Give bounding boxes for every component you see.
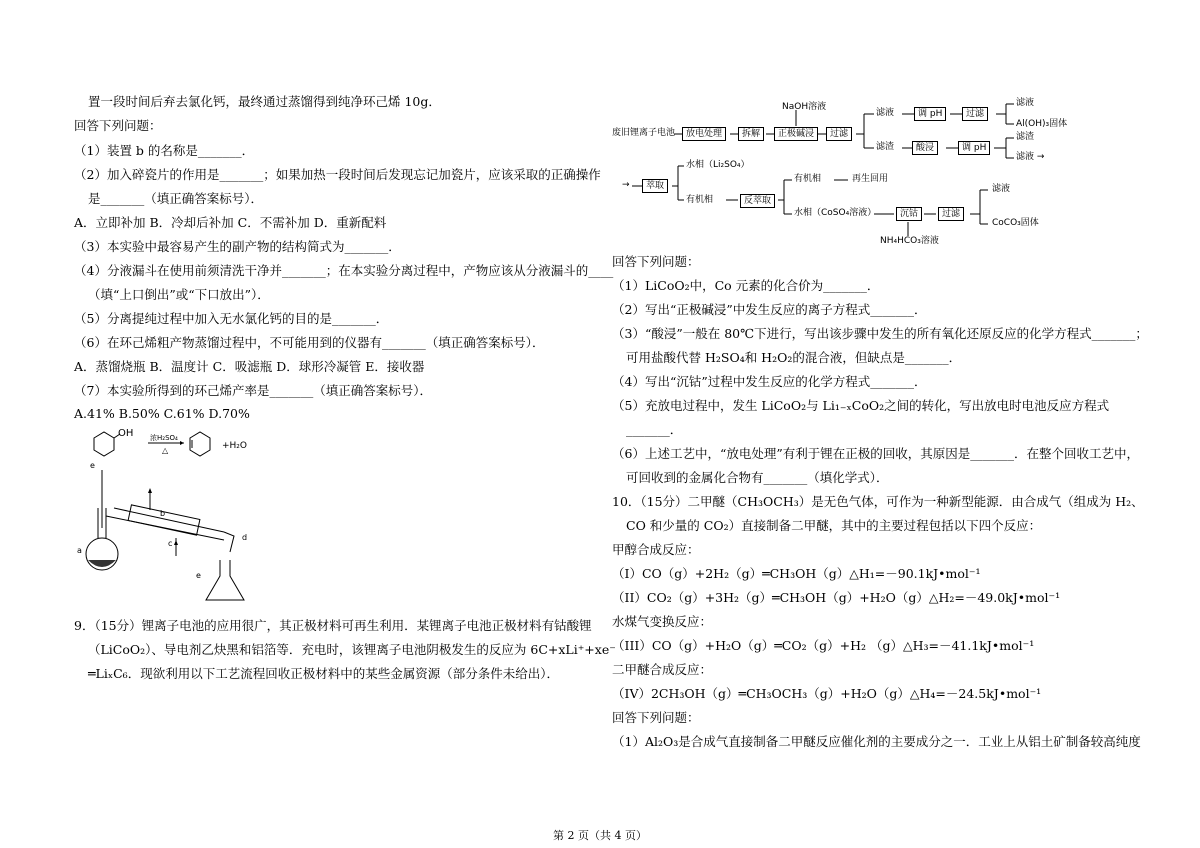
flow-aqueous-li2so4: 水相（Li₂SO₄） bbox=[686, 160, 750, 170]
flow-aloh3-solid: Al(OH)₃固体 bbox=[1016, 119, 1068, 129]
question-line: 可回收到的金属化合物有_______（填化学式）． bbox=[626, 470, 889, 485]
flow-box-filter: 过滤 bbox=[938, 207, 964, 221]
flow-box-adjust-ph: 调 pH bbox=[914, 107, 946, 121]
flow-box-acid-leach: 酸浸 bbox=[912, 141, 938, 155]
flow-coco3-solid: CoCO₃固体 bbox=[992, 218, 1039, 228]
equation-line: （III）CO（g）+H₂O（g）═CO₂（g）+H₂ （g）△H₃=－41.1kJ•mol⁻¹ bbox=[612, 638, 1035, 653]
options-line: A．蒸馏烧瓶 B．温度计 C．吸滤瓶 D．球形冷凝管 E．接收器 bbox=[74, 359, 425, 374]
page-footer: 第 2 页（共 4 页） bbox=[553, 829, 647, 842]
question-line: （6）在环己烯粗产物蒸馏过程中，不可能用到的仪器有_______（填正确答案标号）． bbox=[74, 335, 545, 350]
flow-residue: 滤渣 bbox=[876, 142, 895, 152]
flow-start: 废旧锂离子电池 bbox=[612, 128, 676, 138]
label-b: b bbox=[160, 509, 166, 518]
flow-box-back-extraction: 反萃取 bbox=[740, 194, 775, 208]
flow-filtrate: 滤液 bbox=[992, 184, 1011, 194]
question-line: _______． bbox=[626, 422, 683, 437]
flow-box-alkali-leach: 正极碱浸 bbox=[774, 127, 818, 141]
text-line: 回答下列问题： bbox=[612, 254, 700, 269]
heat-label: △ bbox=[162, 446, 169, 455]
question-line: 9．（15分）锂离子电池的应用很广，其正极材料可再生利用．某锂离子电池正极材料有钴酸锂 bbox=[74, 618, 592, 633]
flow-box-filter: 过滤 bbox=[962, 107, 988, 121]
question-line: （1）装置 b 的名称是_______． bbox=[74, 143, 255, 158]
equation-line: （IV）2CH₃OH（g）═CH₃OCH₃（g）+H₂O（g）△H₄=－24.5kJ•mol⁻¹ bbox=[612, 686, 1042, 701]
options-line: A.41% B.50% C.61% D.70% bbox=[74, 406, 250, 421]
flow-recycle: 再生回用 bbox=[852, 174, 889, 184]
text-line: 回答下列问题： bbox=[612, 710, 700, 725]
question-line: （5）充放电过程中，发生 LiCoO₂与 Li₁₋ₓCoO₂之间的转化，写出放电时电池反应方程式 bbox=[612, 398, 1110, 413]
question-line: （5）分离提纯过程中加入无水氯化钙的目的是_______． bbox=[74, 311, 389, 326]
flow-filtrate-arrow: 滤液 → bbox=[1016, 152, 1045, 162]
flow-box-extraction: 萃取 bbox=[642, 179, 668, 193]
question-line: 可用盐酸代替 H₂SO₄和 H₂O₂的混合液，但缺点是_______． bbox=[626, 350, 962, 365]
text-line: 回答下列问题： bbox=[74, 118, 162, 133]
label-e: e bbox=[90, 461, 95, 470]
flow-aqueous-coso4: 水相（CoSO₄溶液） bbox=[794, 208, 877, 218]
equation-line: （II）CO₂（g）+3H₂（g）═CH₃OH（g）+H₂O（g）△H₂=－49.0kJ•mol⁻¹ bbox=[612, 590, 1061, 605]
section-label: 甲醇合成反应： bbox=[612, 542, 700, 557]
flow-nh4hco3: NH₄HCO₃溶液 bbox=[880, 236, 939, 246]
flow-box-filter: 过滤 bbox=[826, 127, 852, 141]
reagent-label: 浓H₂SO₄ bbox=[150, 434, 178, 442]
flow-box-adjust-ph: 调 pH bbox=[958, 141, 990, 155]
question-line: （3）“酸浸”一般在 80℃下进行，写出该步骤中发生的所有氧化还原反应的化学方程式_______； bbox=[612, 326, 1148, 341]
question-line: （LiCoO₂）、导电剂乙炔黑和铝箔等．充电时，该锂离子电池阴极发生的反应为 6C+xLi⁺+xe⁻ bbox=[88, 642, 616, 657]
question-line: CO 和少量的 CO₂）直接制备二甲醚，其中的主要过程包括以下四个反应： bbox=[626, 518, 1042, 533]
oh-label: OH bbox=[118, 428, 134, 439]
question-line: 是_______（填正确答案标号）． bbox=[88, 191, 264, 206]
question-line: （1）LiCoO₂中，Co 元素的化合价为_______． bbox=[612, 278, 880, 293]
question-line: （1）Al₂O₃是合成气直接制备二甲醚反应催化剂的主要成分之一．工业上从铝土矿制备较高纯度 bbox=[612, 734, 1141, 749]
flow-filtrate: 滤液 bbox=[1016, 98, 1035, 108]
question-line: 10．（15分）二甲醚（CH₃OCH₃）是无色气体，可作为一种新型能源．由合成气（组成为 H₂、 bbox=[612, 494, 1144, 509]
flow-box-discharge: 放电处理 bbox=[682, 127, 726, 141]
flow-residue: 滤渣 bbox=[1016, 132, 1035, 142]
label-d: d bbox=[242, 533, 248, 542]
flow-organic-phase: 有机相 bbox=[686, 195, 714, 205]
equation-line: （I）CO（g）+2H₂（g）═CH₃OH（g）△H₁=－90.1kJ•mol⁻¹ bbox=[612, 566, 981, 581]
question-line: ═LiₓC₆．现欲利用以下工艺流程回收正极材料中的某些金属资源（部分条件未给出）． bbox=[88, 666, 559, 681]
water-label: +H₂O bbox=[222, 441, 248, 451]
flow-filtrate: 滤液 bbox=[876, 108, 895, 118]
question-line: （7）本实验所得到的环己烯产率是_______（填正确答案标号）． bbox=[74, 383, 432, 398]
question-line: （填“上口倒出”或“下口放出”）． bbox=[88, 287, 270, 302]
text-line: 置一段时间后弃去氯化钙，最终通过蒸馏得到纯净环己烯 10g． bbox=[88, 94, 441, 109]
options-line: A．立即补加 B．冷却后补加 C．不需补加 D．重新配料 bbox=[74, 215, 387, 230]
question-line: （2）写出“正极碱浸”中发生反应的离子方程式_______． bbox=[612, 302, 927, 317]
naoh-label: NaOH溶液 bbox=[782, 102, 827, 112]
apparatus-figure bbox=[74, 428, 274, 606]
flow-organic-phase: 有机相 bbox=[794, 174, 822, 184]
question-line: （2）加入碎瓷片的作用是_______；如果加热一段时间后发现忘记加瓷片，应该采取的正确操作 bbox=[74, 167, 601, 182]
label-e2: e bbox=[196, 571, 201, 580]
question-line: （4）写出“沉钴”过程中发生反应的化学方程式_______． bbox=[612, 374, 927, 389]
flow-box-dismantle: 拆解 bbox=[738, 127, 764, 141]
label-a: a bbox=[77, 546, 82, 555]
question-line: （3）本实验中最容易产生的副产物的结构简式为_______． bbox=[74, 239, 401, 254]
section-label: 二甲醚合成反应： bbox=[612, 662, 713, 677]
flow-box-precipitate-cobalt: 沉钴 bbox=[896, 207, 922, 221]
section-label: 水煤气变换反应： bbox=[612, 614, 713, 629]
flow-row2-arrow: → bbox=[622, 180, 630, 190]
question-line: （6）上述工艺中，“放电处理”有利于锂在正极的回收，其原因是_______．在整个回收工艺中， bbox=[612, 446, 1139, 461]
label-c: c bbox=[168, 539, 173, 548]
question-line: （4）分液漏斗在使用前须清洗干净并_______；在本实验分离过程中，产物应该从分液漏斗的____ bbox=[74, 263, 614, 278]
